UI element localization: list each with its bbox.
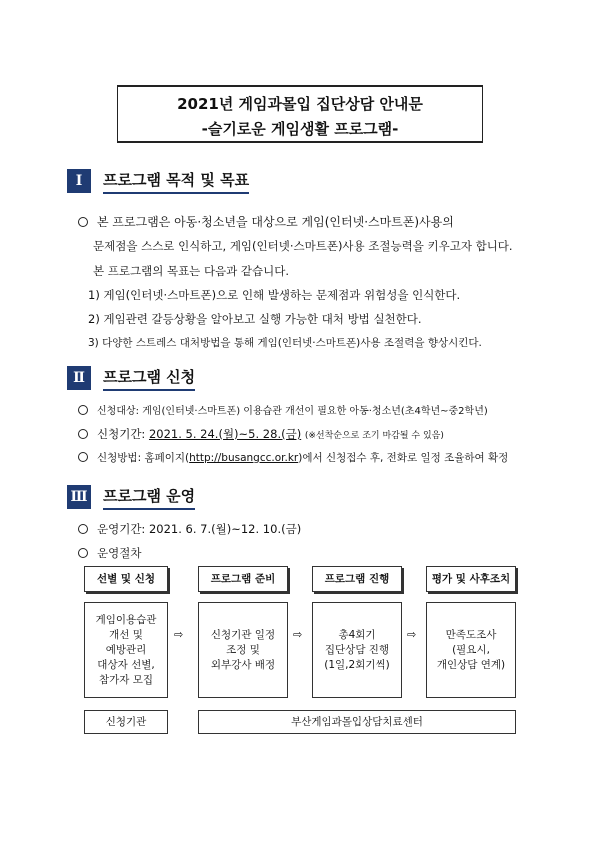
section-3-title: 프로그램 운영 <box>103 485 195 510</box>
period-value: 2021. 5. 24.(월)~5. 28.(금) <box>148 427 302 441</box>
circle-bullet-icon <box>78 429 88 439</box>
sec2-period: 신청기간: 2021. 5. 24.(월)~5. 28.(금) (※선착순으로 조기 마감될 수 있음) <box>78 426 444 442</box>
title-line-2: -슬기로운 게임생활 프로그램- <box>201 120 399 138</box>
goal-item: 2) 게임관련 갈등상황을 알아보고 실행 가능한 대처 방법 실천한다. <box>88 312 422 326</box>
circle-bullet-icon <box>78 452 88 462</box>
circle-bullet-icon <box>78 405 88 415</box>
document-title-box <box>117 85 483 143</box>
sec2-method: 신청방법: 홈페이지(http://busangcc.or.kr)에서 신청접수 후, 전화로 일정 조율하여 확정 <box>78 450 508 465</box>
sec3-period: 운영기간: 2021. 6. 7.(월)~12. 10.(금) <box>78 521 301 537</box>
arrow-right-icon: ⇨ <box>293 628 303 641</box>
sec3-procedure: 운영절차 <box>78 545 141 561</box>
sec1-intro-line2: 문제점을 스스로 인식하고, 게임(인터넷·스마트폰)사용 조절능력을 키우고자 합니다. <box>93 239 513 253</box>
step-2-header: 프로그램 준비 <box>198 566 288 592</box>
section-3-heading <box>67 484 195 510</box>
sec1-intro-line3: 본 프로그램의 목표는 다음과 같습니다. <box>93 264 290 278</box>
sec1-intro-line1: 본 프로그램은 아동·청소년을 대상으로 게임(인터넷·스마트폰)사용의 <box>78 213 454 230</box>
section-2-heading <box>67 365 195 391</box>
step-4-header: 평가 및 사후조치 <box>426 566 516 592</box>
section-2-title: 프로그램 신청 <box>103 366 195 391</box>
step-3-header: 프로그램 진행 <box>312 566 402 592</box>
section-1-title: 프로그램 목적 및 목표 <box>103 169 249 194</box>
section-1-heading <box>67 168 249 194</box>
bottom-center: 부산게임과몰입상담치료센터 <box>198 710 516 734</box>
circle-bullet-icon <box>78 217 88 227</box>
step-4-body: 만족도조사 (필요시, 개인상담 연계) <box>426 602 516 698</box>
section-3-number: Ⅲ <box>67 485 91 509</box>
arrow-right-icon: ⇨ <box>407 628 417 641</box>
sec2-target: 신청대상: 게임(인터넷·스마트폰) 이용습관 개선이 필요한 아동·청소년(초4학년~중2학년) <box>78 402 488 417</box>
section-2-number: Ⅱ <box>67 366 91 390</box>
bottom-applicant: 신청기관 <box>84 710 168 734</box>
section-1-number: Ⅰ <box>67 169 91 193</box>
homepage-link[interactable]: http://busangcc.or.kr <box>189 452 299 464</box>
circle-bullet-icon <box>78 524 88 534</box>
step-1-body: 게임이용습관 개선 및 예방관리 대상자 선별, 참가자 모집 <box>84 602 168 698</box>
circle-bullet-icon <box>78 548 88 558</box>
arrow-right-icon: ⇨ <box>174 628 184 641</box>
period-note: (※선착순으로 조기 마감될 수 있음) <box>304 431 444 441</box>
step-3-body: 총4회기 집단상담 진행 (1일,2회기씩) <box>312 602 402 698</box>
step-1-header: 선별 및 신청 <box>84 566 168 592</box>
goal-item: 3) 다양한 스트레스 대처방법을 통해 게임(인터넷·스마트폰)사용 조절력을 향상시킨다. <box>88 337 482 349</box>
title-line-1: 2021년 게임과몰입 집단상담 안내문 <box>177 95 423 113</box>
goal-item: 1) 게임(인터넷·스마트폰)으로 인해 발생하는 문제점과 위험성을 인식한다. <box>88 288 461 302</box>
step-2-body: 신청기관 일정 조정 및 외부강사 배정 <box>198 602 288 698</box>
